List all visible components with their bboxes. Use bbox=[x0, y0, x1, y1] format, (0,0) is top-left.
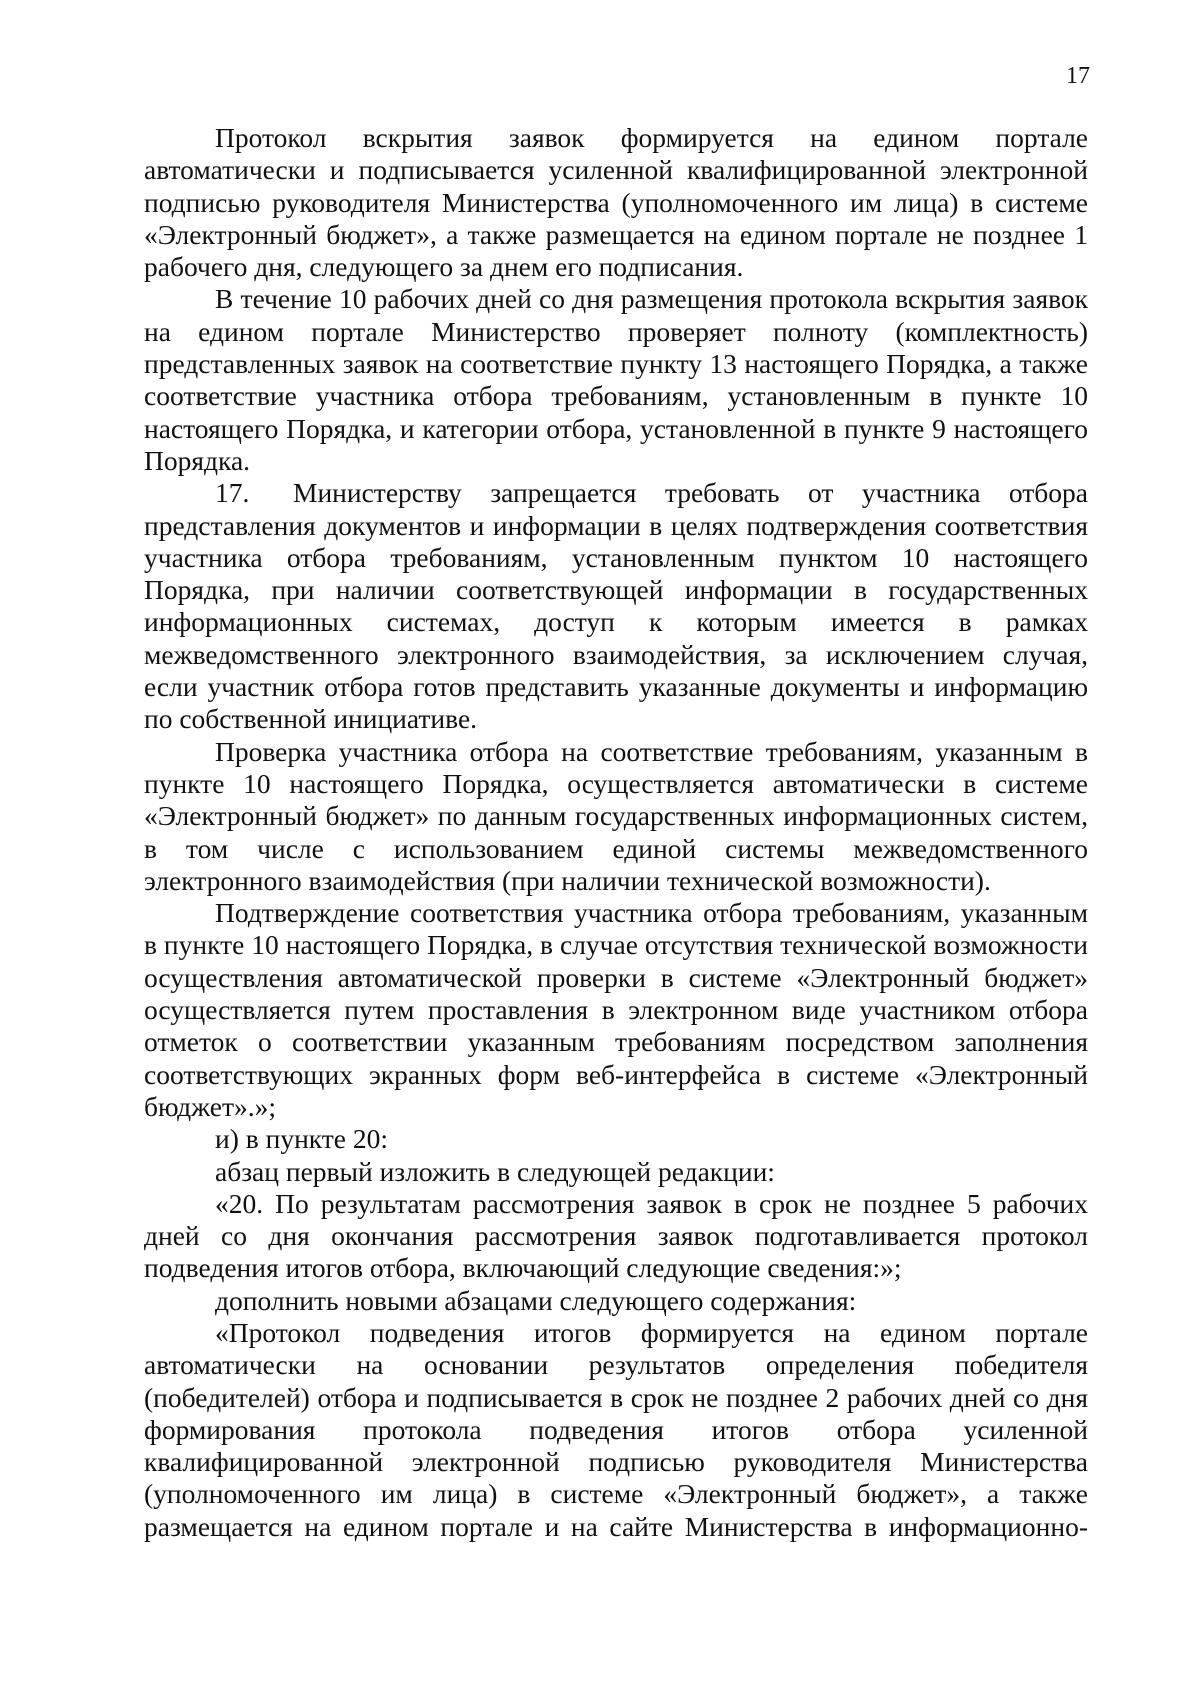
item-number: 17. bbox=[215, 477, 250, 509]
paragraph-item-20: и) в пункте 20: bbox=[215, 1123, 389, 1155]
paragraph-item-17 bbox=[144, 477, 1088, 735]
paragraph-verification-term: В течение 10 рабочих дней со дня размещения протокола вскрытия заявок на едином портале Министерство проверяет полноту (комплектность) представленных заявок на соответствие пункту 13 настоящего Порядка, а также соответствие участника отбора требованиям, установленным в пункте 10 настоящего Порядка, и категории отбора, установленной в пункте 9 настоящего Порядка. bbox=[144, 283, 1088, 476]
page-number: 17 bbox=[1066, 63, 1090, 89]
paragraph-item-17-text: Министерству запрещается требовать от участника отбора представления документов и информации в целях подтверждения соответствия участника отбора требованиям, установленным пунктом 10 настоящего Порядка, при наличии соответствующей информации в государственных информационных системах, доступ к которым имеется в рамках межведомственного электронного взаимодействия, за исключением случая, если участник отбора готов представить указанные документы и информацию по собственной инициативе. bbox=[144, 477, 1088, 735]
paragraph-protocol-results: «Протокол подведения итогов формируется на едином портале автоматически на основании результатов определения победителя (победителей) отбора и подписывается в срок не позднее 2 рабочих дней со дня формирования протокола подведения итогов отбора усиленной квалифицированной электронной подписью руководителя Министерства (уполномоченного им лица) в системе «Электронный бюджет», а также размещается на едином портале и на сайте Министерства в информационно- bbox=[144, 1316, 1088, 1542]
paragraph-automatic-check: Проверка участника отбора на соответствие требованиям, указанным в пункте 10 настоящего Порядка, осуществляется автоматически в системе «Электронный бюджет» по данным государственных информационных систем, в том числе с использованием единой системы межведомственного электронного взаимодействия (при наличии технической возможности). bbox=[144, 735, 1088, 896]
paragraph-protocol-opening: Протокол вскрытия заявок формируется на едином портале автоматически и подписывается усиленной квалифицированной электронной подписью руководителя Министерства (уполномоченного им лица) в системе «Электронный бюджет», а также размещается на едином портале не позднее 1 рабочего дня, следующего за днем его подписания. bbox=[144, 122, 1088, 283]
paragraph-confirmation: Подтверждение соответствия участника отбора требованиям, указанным в пункте 10 настоящего Порядка, в случае отсутствия технической возможности осуществления автоматической проверки в системе «Электронный бюджет» осуществляется путем проставления в электронном виде участником отбора отметок о соответствии указанным требованиям посредством заполнения соответствующих экранных форм веб-интерфейса в системе «Электронный бюджет».»; bbox=[144, 897, 1088, 1122]
paragraph-first-abzac: абзац первый изложить в следующей редакции: bbox=[215, 1155, 775, 1187]
paragraph-item-20-text: «20. По результатам рассмотрения заявок в срок не позднее 5 рабочих дней со дня окончания рассмотрения заявок подготавливается протокол подведения итогов отбора, включающий следующие сведения:»; bbox=[144, 1187, 1088, 1284]
paragraph-add-new: дополнить новыми абзацами следующего содержания: bbox=[215, 1284, 857, 1316]
document-body bbox=[144, 122, 1088, 1543]
